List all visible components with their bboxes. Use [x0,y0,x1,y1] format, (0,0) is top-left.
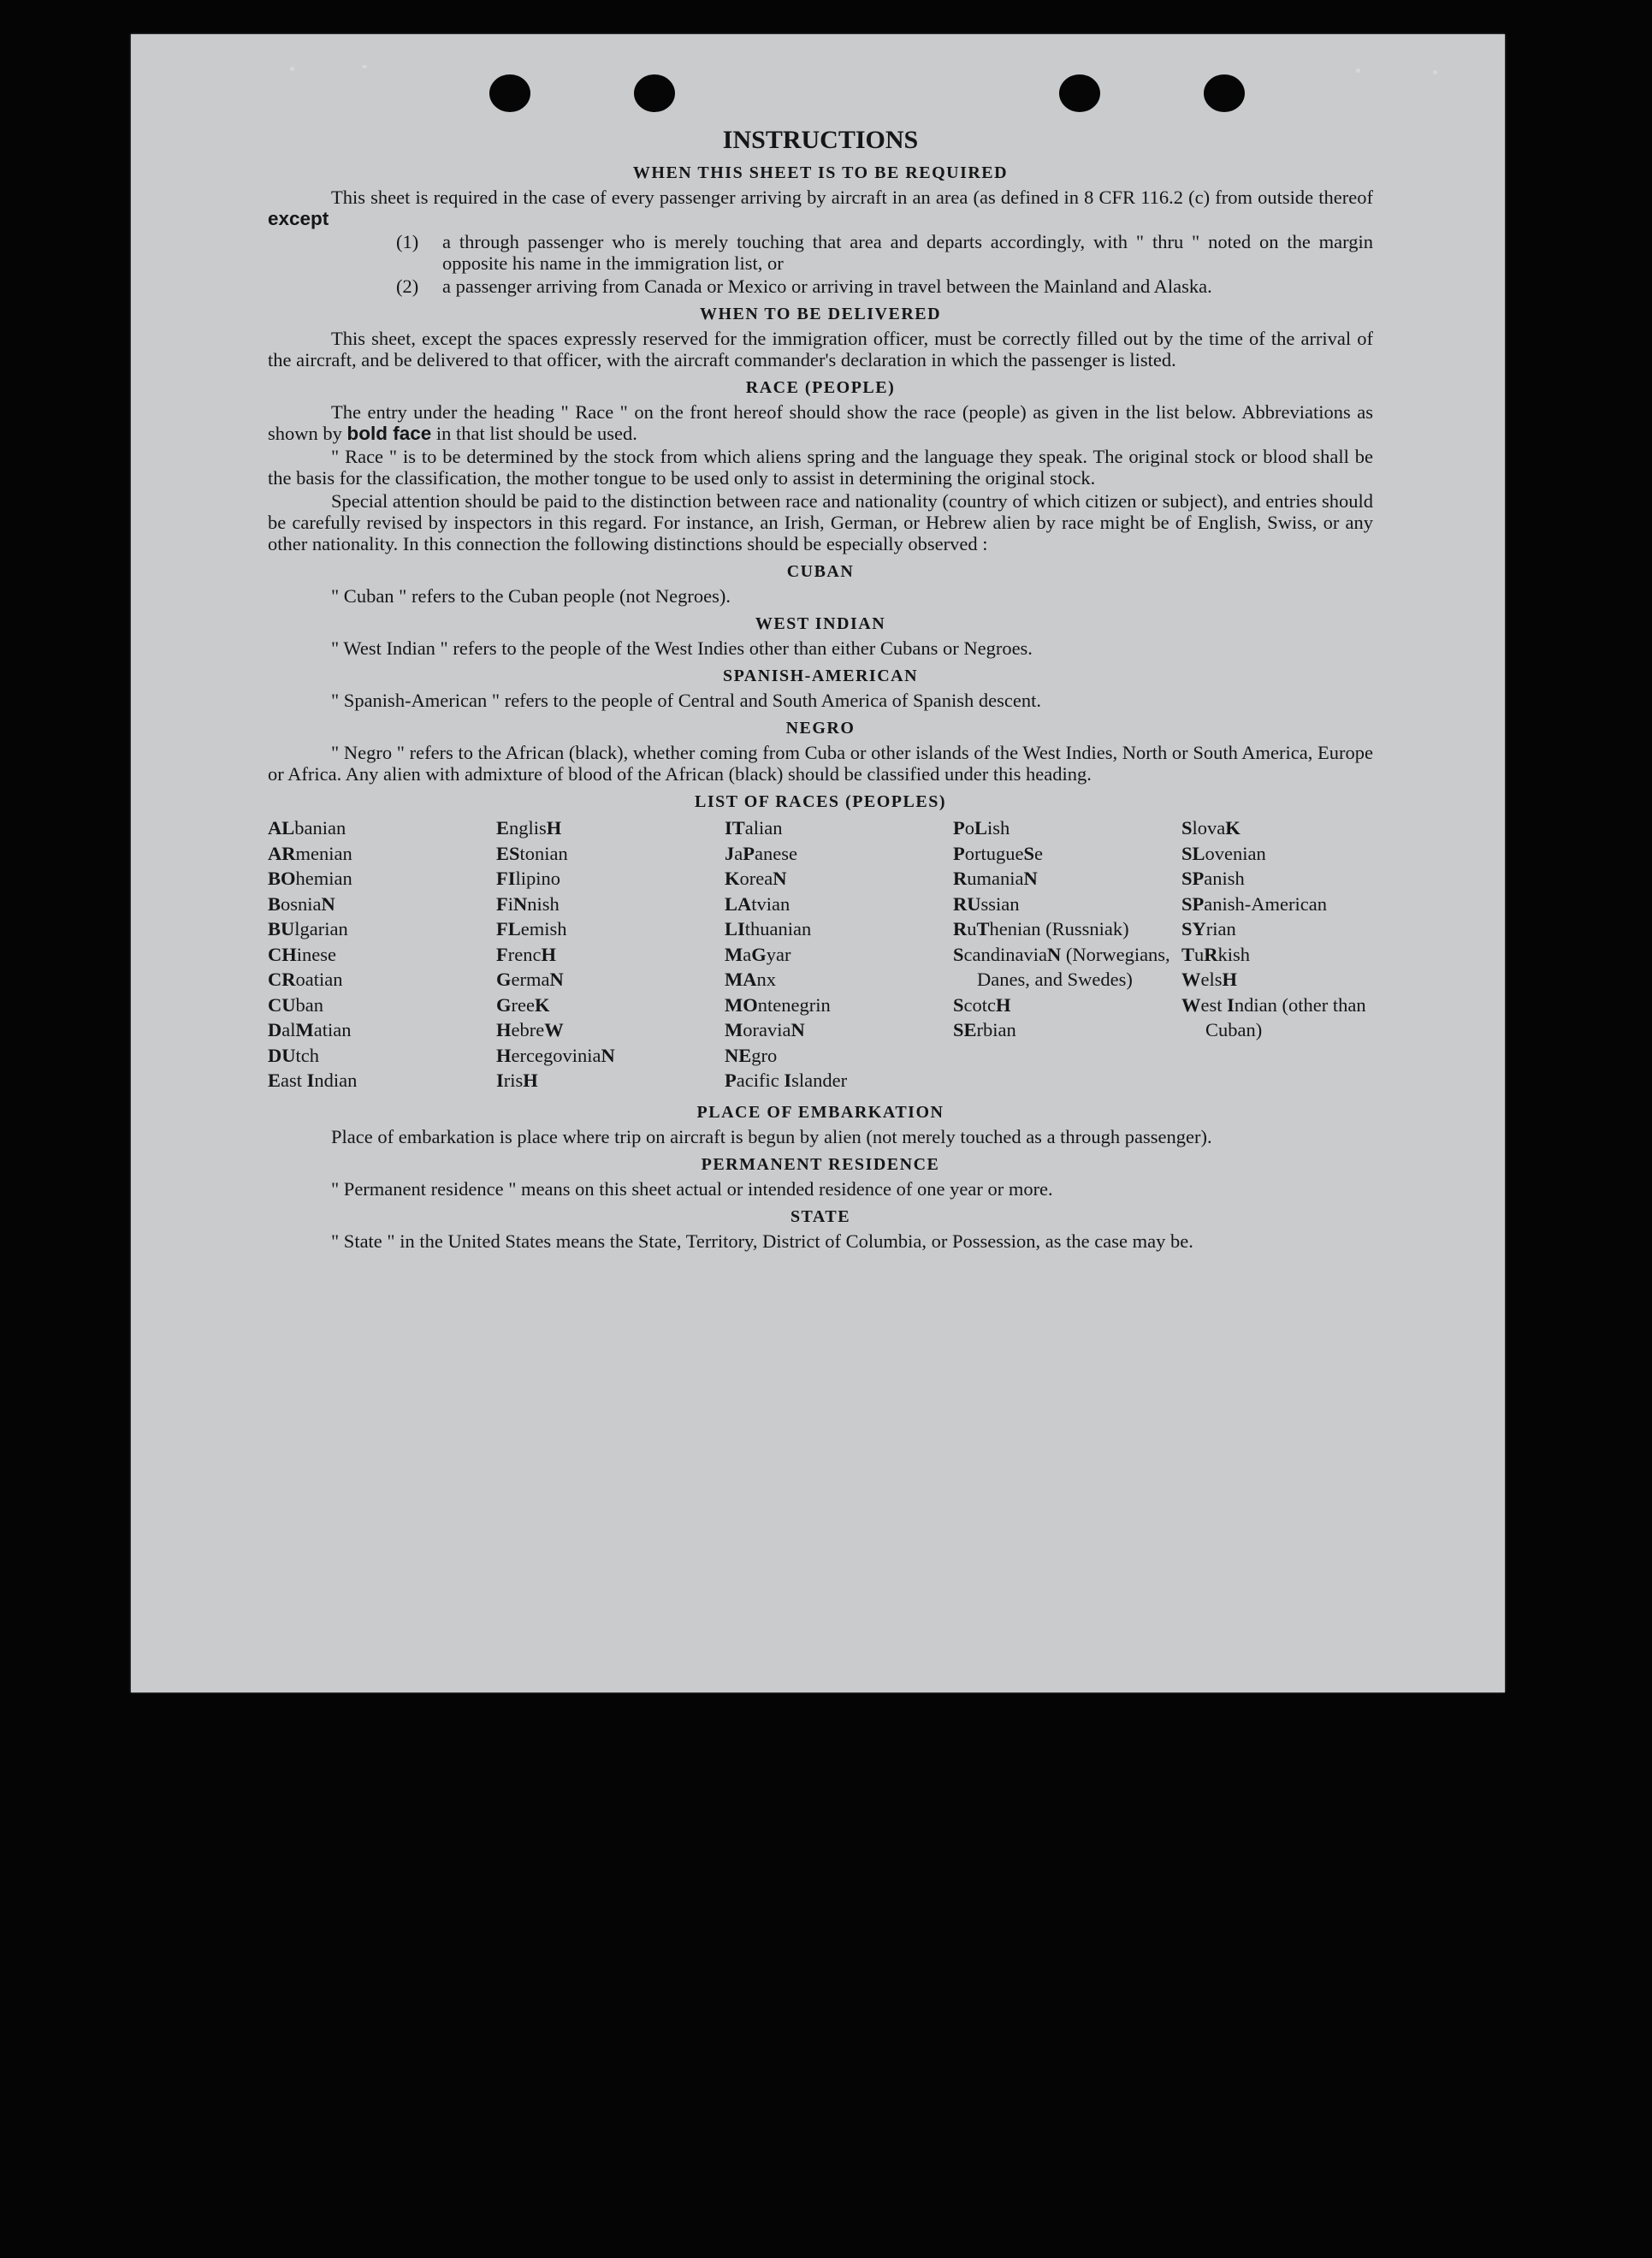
paragraph: " West Indian " refers to the people of the West Indies other than either Cubans or Negroes. [331,637,1033,659]
document-page [131,34,1505,1692]
race-entry: RuThenian (Russniak) [953,918,1129,939]
race-entry: EStonian [496,842,568,864]
race-column [268,815,496,1093]
paragraph: Place of embarkation is place where trip on aircraft is begun by alien (not merely touched as a through passenger). [331,1125,1212,1147]
race-list [268,815,1373,1093]
race-entry: SPanish [1181,868,1245,889]
punch-hole [489,74,530,112]
race-entry: FrencH [496,943,556,965]
race-entry: LIthuanian [725,918,812,939]
paragraph: This sheet is required in the case of every passenger arriving by aircraft in an area (as defined in 8 CFR 116.2 (c) from outside thereof except [268,187,1373,229]
race-entry: IrisH [496,1070,538,1091]
race-entry: SLovenian [1181,842,1266,864]
race-entry: MaGyar [725,943,791,965]
race-entry: DalMatian [268,1019,352,1040]
race-entry: EnglisH [496,817,562,839]
paragraph: " Cuban " refers to the Cuban people (not Negroes). [331,585,731,607]
dust-speck [290,67,294,71]
list-item [396,231,1373,274]
race-entry: MAnx [725,969,776,990]
race-column [953,815,1181,1093]
race-entry: HercegoviniaN [496,1044,615,1066]
section-heading: SPANISH-AMERICAN [722,667,919,685]
section-heading: LIST OF RACES (PEOPLES) [694,792,946,811]
race-column [496,815,725,1093]
item-number: (2) [396,276,419,297]
race-entry: JaPanese [725,842,797,864]
section-heading: PERMANENT RESIDENCE [701,1154,940,1174]
race-entry: RumaniaN [953,868,1038,889]
item-number: (1) [396,231,419,252]
race-entry: West Indian (other than Cuban) [1181,993,1366,1040]
race-entry: PoLish [953,817,1010,839]
paragraph: " Spanish-American " refers to the people of Central and South America of Spanish descent. [331,690,1042,711]
race-entry: SlovaK [1181,817,1240,839]
section-heading: NEGRO [785,719,856,738]
instructions-body [268,125,1373,1253]
race-entry: GreeK [496,993,550,1016]
race-entry: FIlipino [496,868,561,889]
section-heading: WHEN TO BE DELIVERED [699,305,942,323]
paragraph: " State " in the United States means the State, Territory, District of Columbia, or Possession, as the case may be. [331,1230,1193,1252]
dust-speck [362,65,367,68]
section-heading: STATE [790,1206,851,1226]
paragraph: " Race " is to be determined by the stock from which aliens spring and the language they speak. The original stock or blood shall be the basis for the classification, the mother tongue to be used only to assist in determining the original stock. [268,446,1373,489]
race-entry: WelsH [1181,969,1238,990]
race-entry: LAtvian [725,892,790,915]
race-entry: CHinese [268,943,336,965]
race-entry: FLemish [496,918,567,939]
section-heading: WHEN THIS SHEET IS TO BE REQUIRED [632,163,1009,182]
section-heading: RACE (PEOPLE) [745,378,896,397]
race-entry: MOntenegrin [725,993,831,1016]
race-entry: SPanish-American [1181,892,1327,915]
section-heading: CUBAN [786,562,855,581]
paragraph: The entry under the heading " Race " on the front hereof should show the race (people) as given in the list below. Abbreviations as shown by bold face in that list should be used. [268,401,1373,444]
race-column [1181,815,1378,1093]
race-entry: HebreW [496,1019,564,1040]
page-title: INSTRUCTIONS [722,126,919,154]
race-entry: ALbanian [268,817,346,839]
paragraph: " Permanent residence " means on this sheet actual or intended residence of one year or more. [331,1177,1053,1200]
race-entry: East Indian [268,1070,358,1091]
race-entry: ITalian [725,817,783,839]
paragraph: " Negro " refers to the African (black), whether coming from Cuba or other islands of the West Indies, North or South America, Europe or Africa. Any alien with admixture of blood of the African (black) should be classified under this heading. [268,742,1373,785]
race-entry: CUban [268,993,323,1016]
item-text: a through passenger who is merely touching that area and departs accordingly, with " thru " noted on the margin opposite his name in the immigration list, or [442,231,1373,274]
race-entry: NEgro [725,1044,778,1066]
punch-hole [1059,74,1100,112]
race-entry: Pacific Islander [725,1070,848,1091]
punch-hole [1204,74,1245,112]
dust-speck [1433,70,1437,74]
item-text: a passenger arriving from Canada or Mexico or arriving in travel between the Mainland and Alaska. [442,276,1212,297]
race-entry: PortugueSe [953,842,1043,864]
section-heading: PLACE OF EMBARKATION [696,1102,944,1122]
race-entry: CRoatian [268,969,343,990]
race-entry: SErbian [953,1019,1016,1040]
race-entry: GermaN [496,969,564,990]
section-heading: WEST INDIAN [755,614,886,633]
dust-speck [1356,68,1360,73]
race-entry: BUlgarian [268,918,348,939]
race-entry: KoreaN [725,868,787,889]
race-entry: SYrian [1181,918,1236,939]
race-entry: DUtch [268,1044,319,1066]
paragraph: This sheet, except the spaces expressly reserved for the immigration officer, must be correctly filled out by the time of the arrival of the aircraft, and be delivered to that officer, with the aircraft commander's declaration in which the passenger is listed. [268,328,1373,370]
race-entry: RUssian [953,892,1020,915]
race-entry: ScandinaviaN (Norwegians, Danes, and Swedes) [953,943,1170,990]
race-entry: BosniaN [268,892,335,915]
list-item [396,276,1373,297]
race-entry: MoraviaN [725,1019,805,1040]
race-entry: BOhemian [268,868,352,889]
race-column [725,815,953,1093]
race-entry: ScotcH [953,993,1011,1016]
punch-hole [634,74,675,112]
race-entry: TuRkish [1181,943,1251,965]
race-entry: ARmenian [268,842,352,864]
paragraph: Special attention should be paid to the distinction between race and nationality (country of which citizen or subject), and entries should be carefully revised by inspectors in this regard. For instance, an Irish, German, or Hebrew alien by race might be of English, Swiss, or any other nationality. In this connection the following distinctions should be especially observed : [268,490,1373,554]
race-entry: FiNnish [496,892,560,915]
